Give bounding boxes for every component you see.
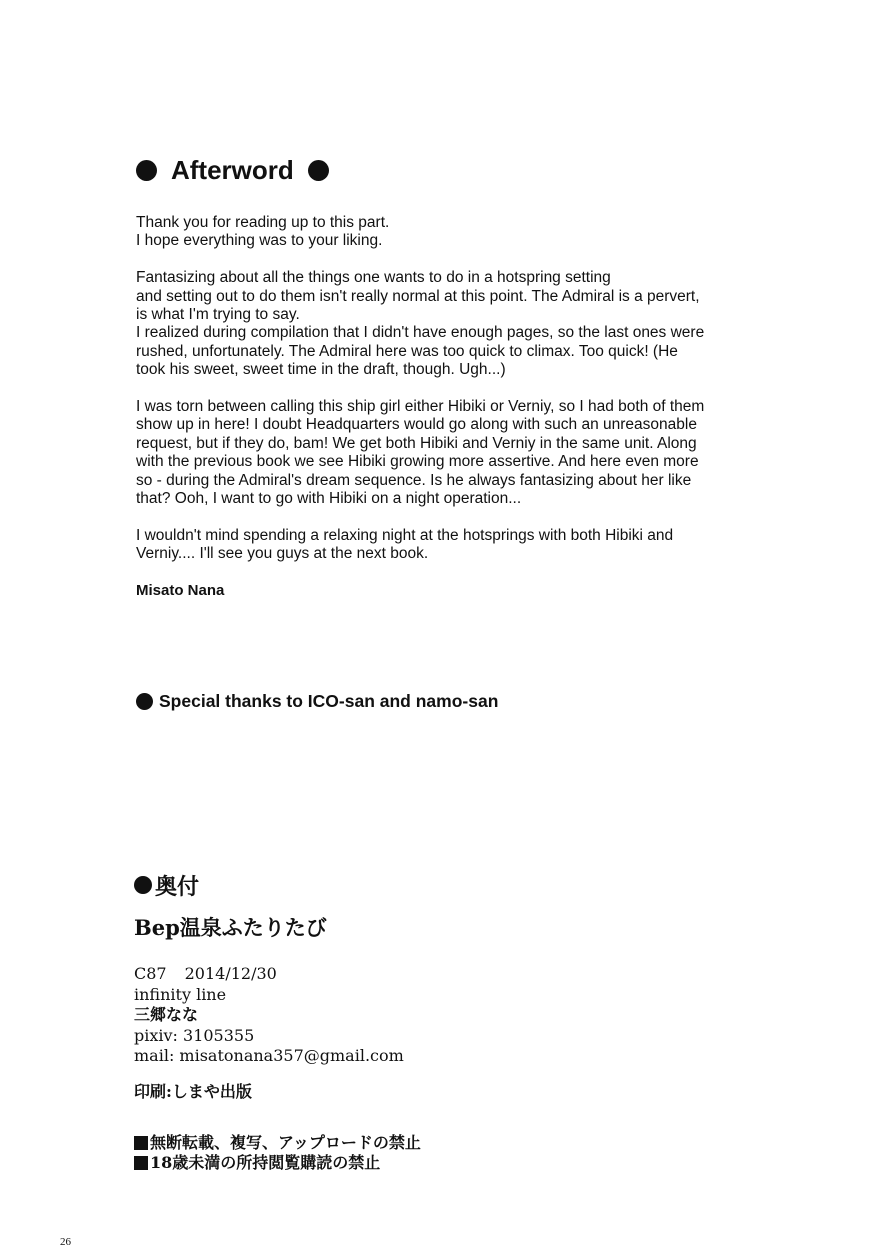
bullet-icon (136, 160, 157, 181)
bullet-icon (308, 160, 329, 181)
square-bullet-icon (134, 1156, 148, 1170)
text-line: that? Ooh, I want to go with Hibiki on a night operation... (136, 490, 522, 508)
text-line: rushed, unfortunately. The Admiral here was too quick to climax. Too quick! (He (136, 342, 678, 360)
circle-name: infinity line (134, 984, 227, 1004)
publication-info (134, 964, 421, 1067)
notices (134, 1133, 421, 1173)
text-line: request, but if they do, bam! We get both Hibiki and Verniy in the same unit. Along (136, 434, 697, 452)
author-name: 三郷なな (134, 1005, 199, 1025)
square-bullet-icon (134, 1136, 148, 1150)
text-line: took his sweet, sweet time in the draft, though. Ugh...) (136, 361, 506, 379)
colophon-heading (134, 870, 421, 900)
text-line: Fantasizing about all the things one wants to do in a hotspring setting (136, 269, 611, 287)
author-signature: Misato Nana (136, 582, 225, 599)
mail-address: mail: misatonana357@gmail.com (134, 1046, 404, 1066)
text-line: I was torn between calling this ship girl either Hibiki or Verniy, so I had both of them (136, 398, 705, 416)
colophon (134, 870, 421, 1173)
text-line: show up in here! I doubt Headquarters would go along with such an unreasonable (136, 416, 697, 434)
event-date-line (134, 964, 421, 985)
afterword-title: Afterword (171, 154, 294, 185)
notice-text: 無断転載、複写、アップロードの禁止 (150, 1132, 421, 1152)
text-line: Thank you for reading up to this part. (136, 214, 390, 231)
text-line: with the previous book we see Hibiki growing more assertive. And here even more (136, 453, 699, 471)
special-thanks (136, 689, 498, 713)
afterword-body (136, 214, 746, 582)
text-line: Verniy.... I'll see you guys at the next book. (136, 545, 429, 563)
release-date: 2014/12/30 (184, 964, 277, 983)
text-line: is what I'm trying to say. (136, 306, 300, 324)
bullet-icon (134, 876, 152, 894)
bullet-icon (136, 693, 153, 710)
paragraph (136, 398, 746, 508)
afterword-heading (136, 150, 329, 190)
event: C87 (134, 964, 167, 983)
colophon-heading-text: 奥付 (155, 873, 200, 900)
book-title: Bep温泉ふたりたび (134, 915, 327, 940)
page-number: 26 (60, 1236, 71, 1248)
notice-text: 18歳未満の所持閲覧購読の禁止 (150, 1152, 381, 1172)
pixiv-id: pixiv: 3105355 (134, 1025, 255, 1045)
printer: 印刷:しまや出版 (134, 1081, 252, 1101)
paragraph (136, 269, 746, 379)
text-line: I hope everything was to your liking. (136, 232, 383, 250)
special-thanks-text: Special thanks to ICO-san and namo-san (159, 690, 499, 711)
notice-item (134, 1153, 421, 1173)
text-line: so - during the Admiral's dream sequence. Is he always fantasizing about her like (136, 471, 692, 489)
text-line: and setting out to do them isn't really normal at this point. The Admiral is a pervert, (136, 287, 700, 305)
text-line: I realized during compilation that I didn't have enough pages, so the last ones were (136, 324, 705, 342)
paragraph (136, 527, 746, 564)
paragraph (136, 214, 746, 251)
notice-item (134, 1133, 421, 1153)
text-line: I wouldn't mind spending a relaxing night at the hotsprings with both Hibiki and (136, 526, 674, 544)
